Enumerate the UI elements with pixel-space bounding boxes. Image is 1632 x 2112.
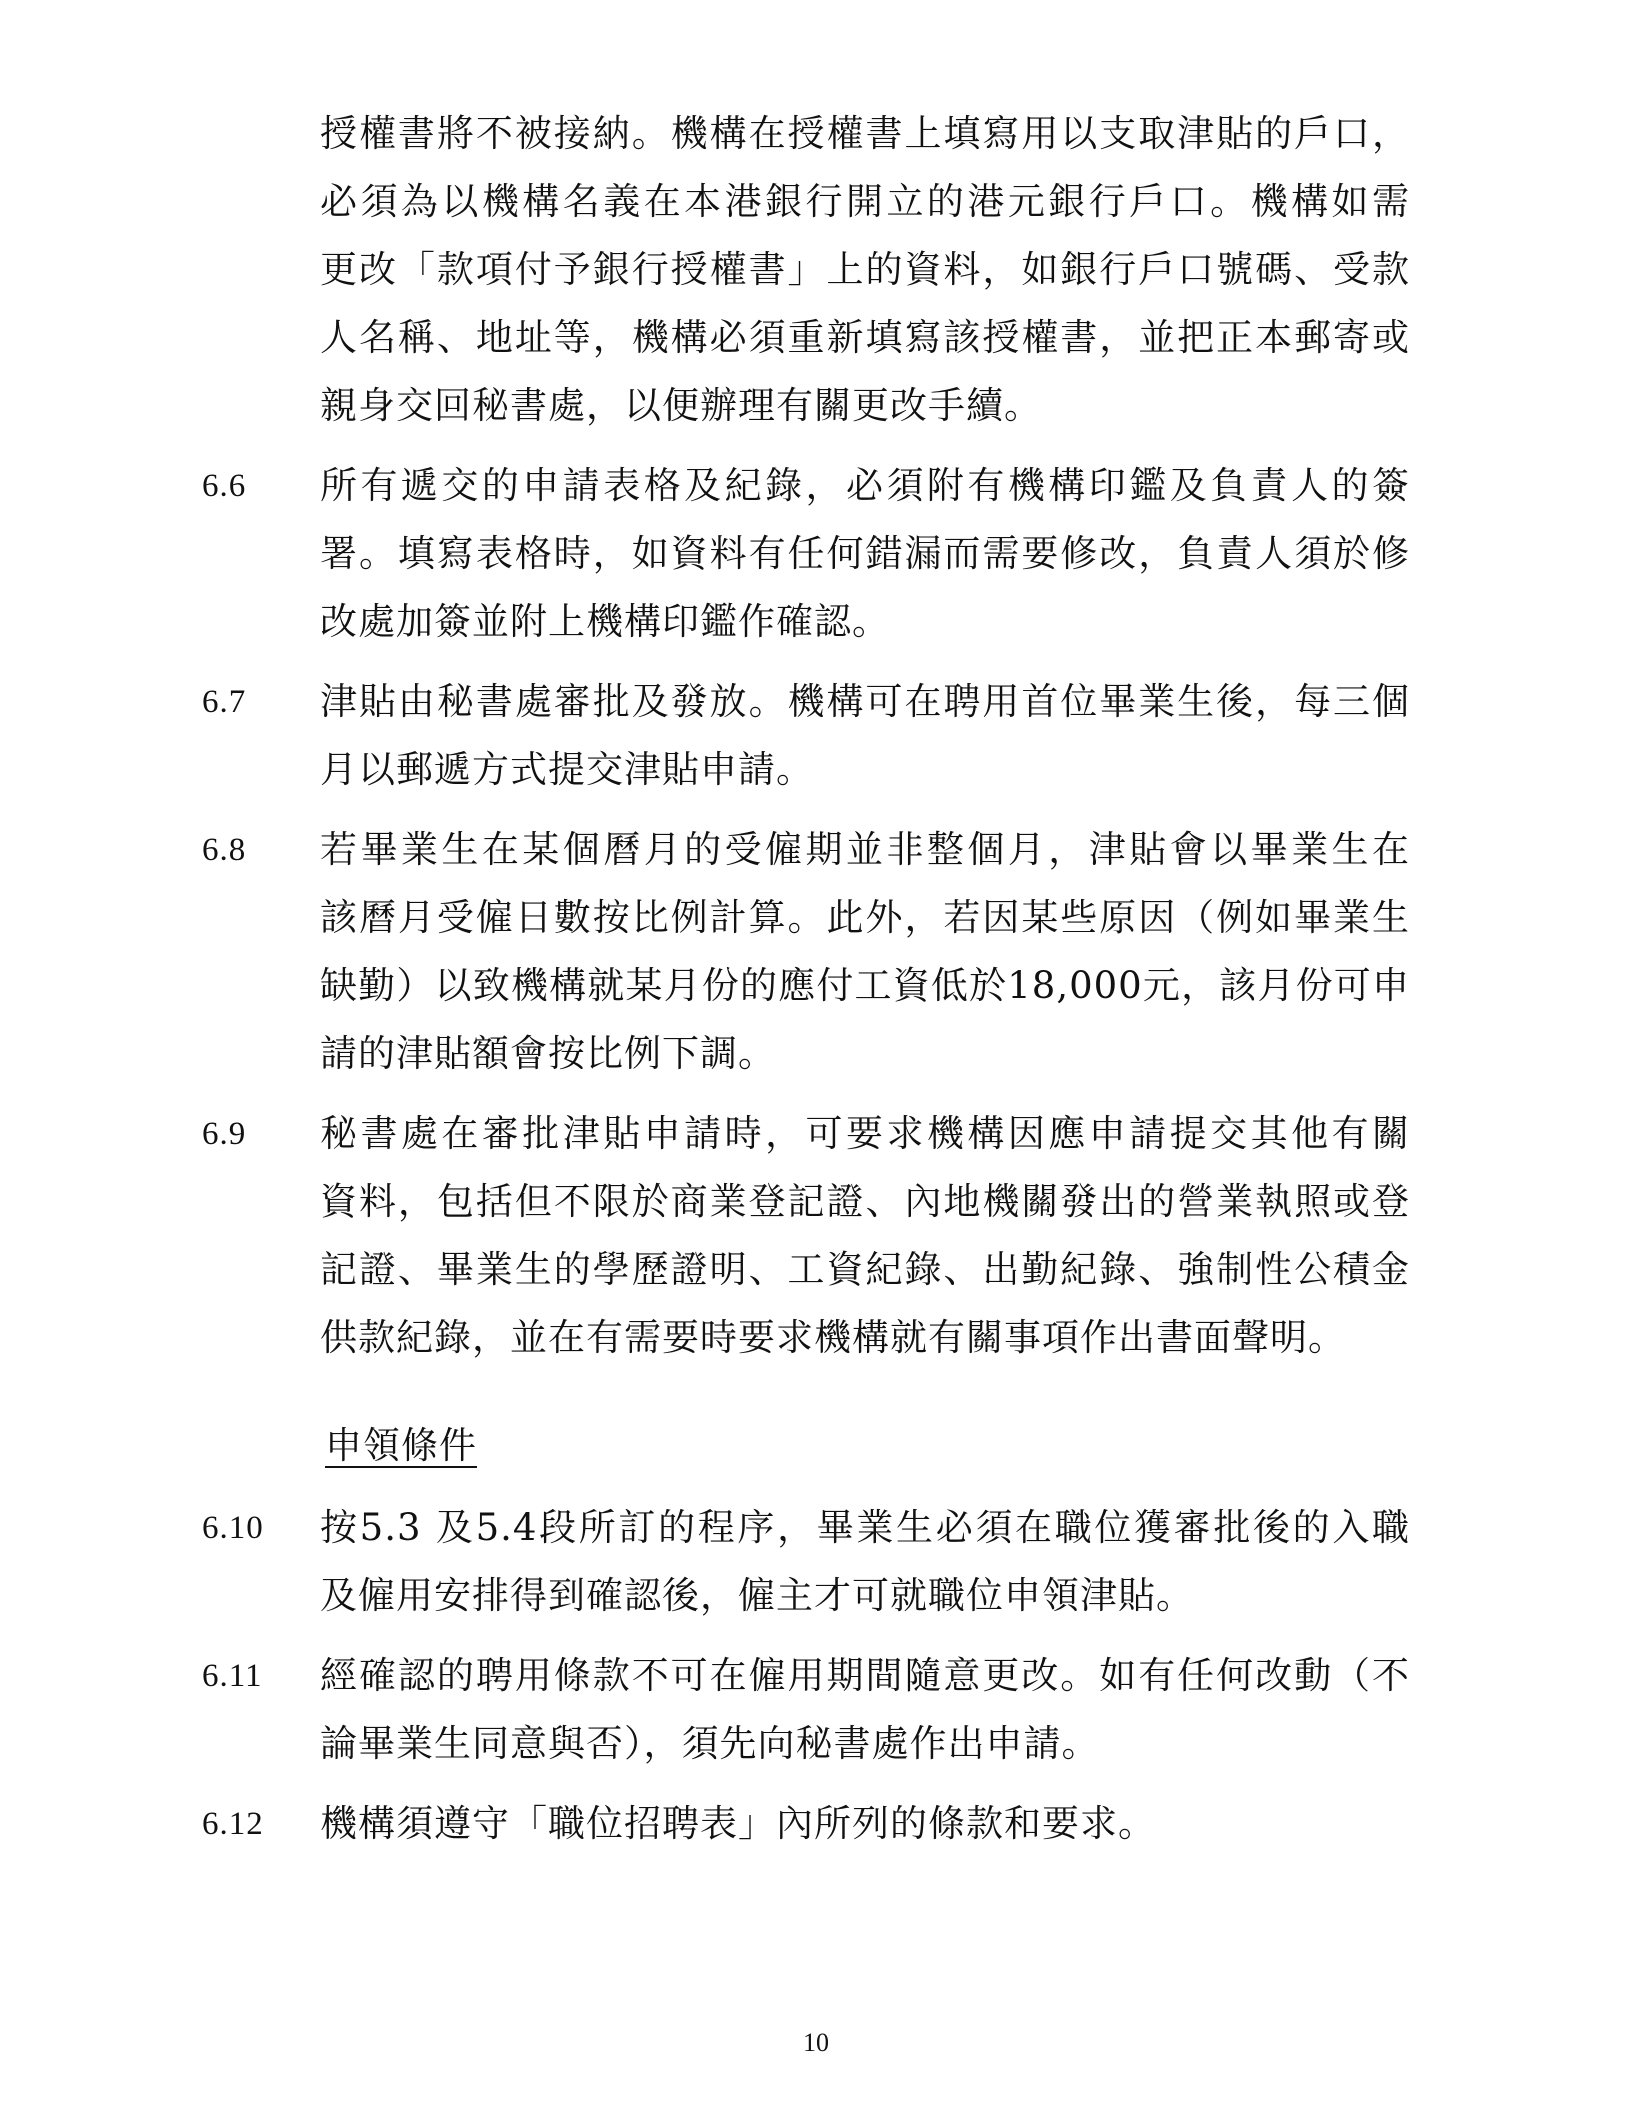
section-number: 6.10	[202, 1510, 264, 1546]
page-number: 10	[803, 2028, 829, 2057]
paragraph-line: 所有遞交的申請表格及紀錄，必須附有機構印鑑及負責人的簽	[320, 464, 1410, 507]
paragraph-line: 資料，包括但不限於商業登記證、內地機關發出的營業執照或登	[320, 1180, 1410, 1223]
intro-line: 授權書將不被接納。機構在授權書上填寫用以支取津貼的戶口，	[320, 112, 1410, 155]
paragraph-line: 署。填寫表格時，如資料有任何錯漏而需要修改，負責人須於修	[320, 532, 1410, 575]
section-number: 6.6	[202, 468, 247, 504]
intro-line: 親身交回秘書處，以便辦理有關更改手續。	[320, 384, 1042, 427]
intro-line: 必須為以機構名義在本港銀行開立的港元銀行戶口。機構如需	[320, 180, 1410, 223]
paragraph-line: 按5.3 及5.4段所訂的程序，畢業生必須在職位獲審批後的入職	[320, 1506, 1410, 1549]
paragraph-line: 論畢業生同意與否），須先向秘書處作出申請。	[320, 1722, 1100, 1765]
intro-line: 更改「款項付予銀行授權書」上的資料，如銀行戶口號碼、受款	[320, 248, 1410, 291]
section-number: 6.7	[202, 684, 247, 720]
paragraph-line: 缺勤）以致機構就某月份的應付工資低於18,000元，該月份可申	[320, 964, 1410, 1007]
paragraph-line: 秘書處在審批津貼申請時，可要求機構因應申請提交其他有關	[320, 1112, 1410, 1155]
intro-line: 人名稱、地址等，機構必須重新填寫該授權書，並把正本郵寄或	[320, 316, 1410, 359]
section-number: 6.12	[202, 1806, 264, 1842]
paragraph-line: 改處加簽並附上機構印鑑作確認。	[320, 600, 890, 643]
paragraph-line: 請的津貼額會按比例下調。	[320, 1032, 776, 1075]
section-number: 6.11	[202, 1658, 263, 1694]
paragraph-line: 月以郵遞方式提交津貼申請。	[320, 748, 814, 791]
paragraph-line: 記證、畢業生的學歷證明、工資紀錄、出勤紀錄、強制性公積金	[320, 1248, 1410, 1291]
paragraph-line: 機構須遵守「職位招聘表」內所列的條款和要求。	[320, 1802, 1156, 1845]
paragraph-line: 津貼由秘書處審批及發放。機構可在聘用首位畢業生後，每三個	[320, 680, 1410, 723]
paragraph-line: 供款紀錄，並在有需要時要求機構就有關事項作出書面聲明。	[320, 1316, 1346, 1359]
section-heading: 申領條件	[325, 1424, 477, 1467]
section-number: 6.9	[202, 1116, 247, 1152]
paragraph-line: 若畢業生在某個曆月的受僱期並非整個月，津貼會以畢業生在	[320, 828, 1410, 871]
paragraph-line: 及僱用安排得到確認後，僱主才可就職位申領津貼。	[320, 1574, 1194, 1617]
paragraph-line: 經確認的聘用條款不可在僱用期間隨意更改。如有任何改動（不	[320, 1654, 1410, 1697]
section-number: 6.8	[202, 832, 247, 868]
paragraph-line: 該曆月受僱日數按比例計算。此外，若因某些原因（例如畢業生	[320, 896, 1410, 939]
